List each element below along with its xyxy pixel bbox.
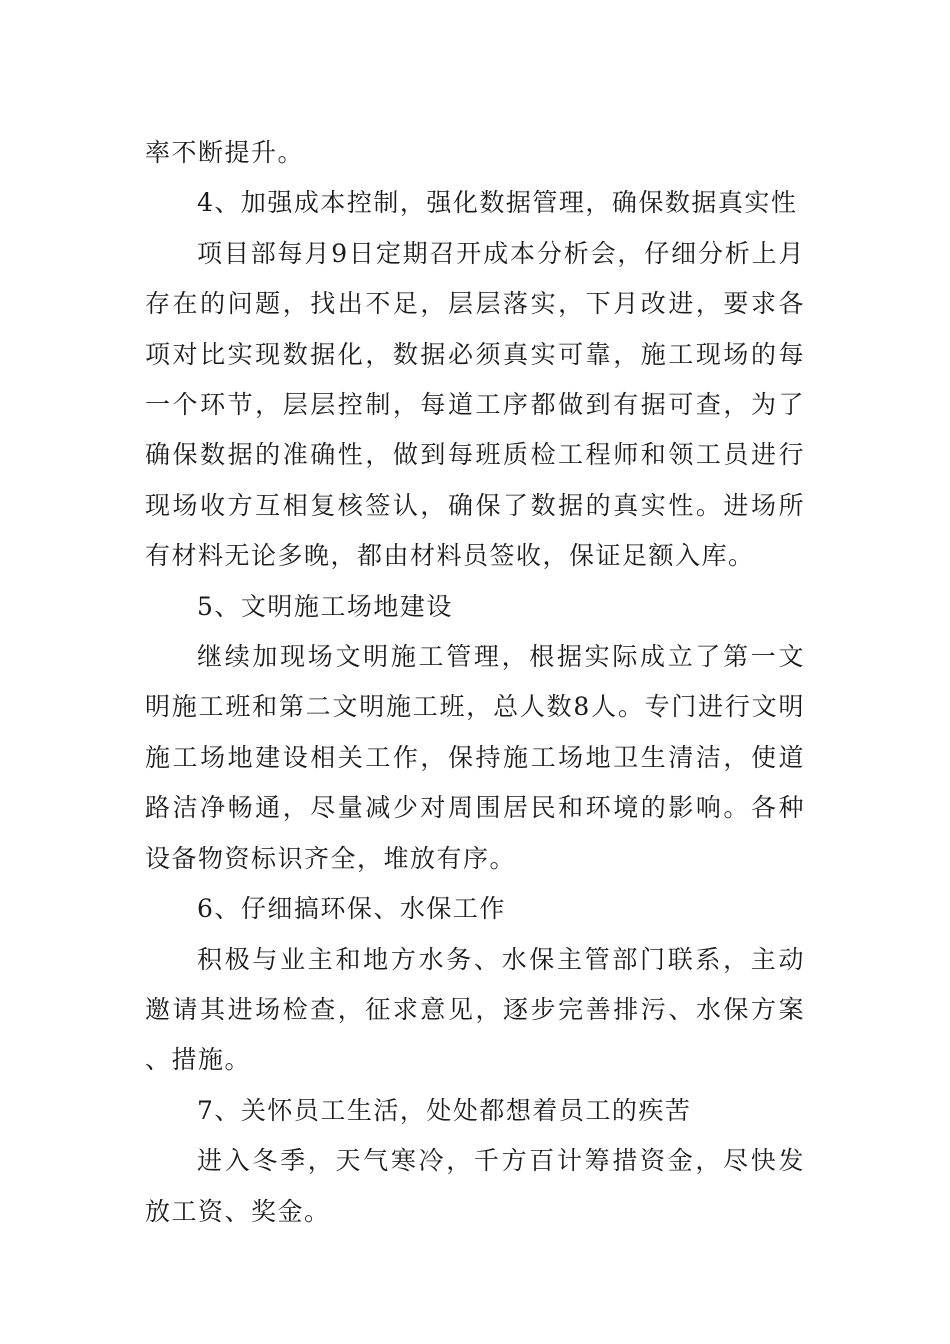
section-heading-6: 6、仔细搞环保、水保工作: [197, 894, 506, 924]
paragraph-staff-care: 进入冬季，天气寒冷，千方百计筹措资金，尽快发放工资、奖金。: [145, 1146, 805, 1226]
document-body: [145, 128, 805, 1237]
section-heading-7: 7、关怀员工生活，处处都想着员工的疾苦: [197, 1095, 692, 1125]
paragraph-continuation: 率不断提升。: [145, 138, 305, 167]
paragraph-civilized-construction: 继续加现场文明施工管理，根据实际成立了第一文明施工班和第二文明施工班，总人数8人。专门进行文明施工场地建设相关工作，保持施工场地卫生清洁，使道路洁净畅通，尽量减少对周围居民和环境的影响。各种设备物资标识齐全，堆放有序。: [145, 642, 805, 873]
paragraph-cost-control: 项目部每月9日定期召开成本分析会，仔细分析上月存在的问题，找出不足，层层落实，下月改进，要求各项对比实现数据化，数据必须真实可靠，施工现场的每一个环节，层层控制，每道工序都做到有据可查，为了确保数据的准确性，做到每班质检工程师和领工员进行现场收方互相复核签认，确保了数据的真实性。进场所有材料无论多晚，都由材料员签收，保证足额入库。: [145, 238, 805, 571]
section-heading-4: 4、加强成本控制，强化数据管理，确保数据真实性: [197, 188, 798, 218]
paragraph-environmental: 积极与业主和地方水务、水保主管部门联系，主动邀请其进场检查，征求意见，逐步完善排污、水保方案、措施。: [145, 944, 805, 1075]
section-heading-5: 5、文明施工场地建设: [197, 591, 453, 621]
